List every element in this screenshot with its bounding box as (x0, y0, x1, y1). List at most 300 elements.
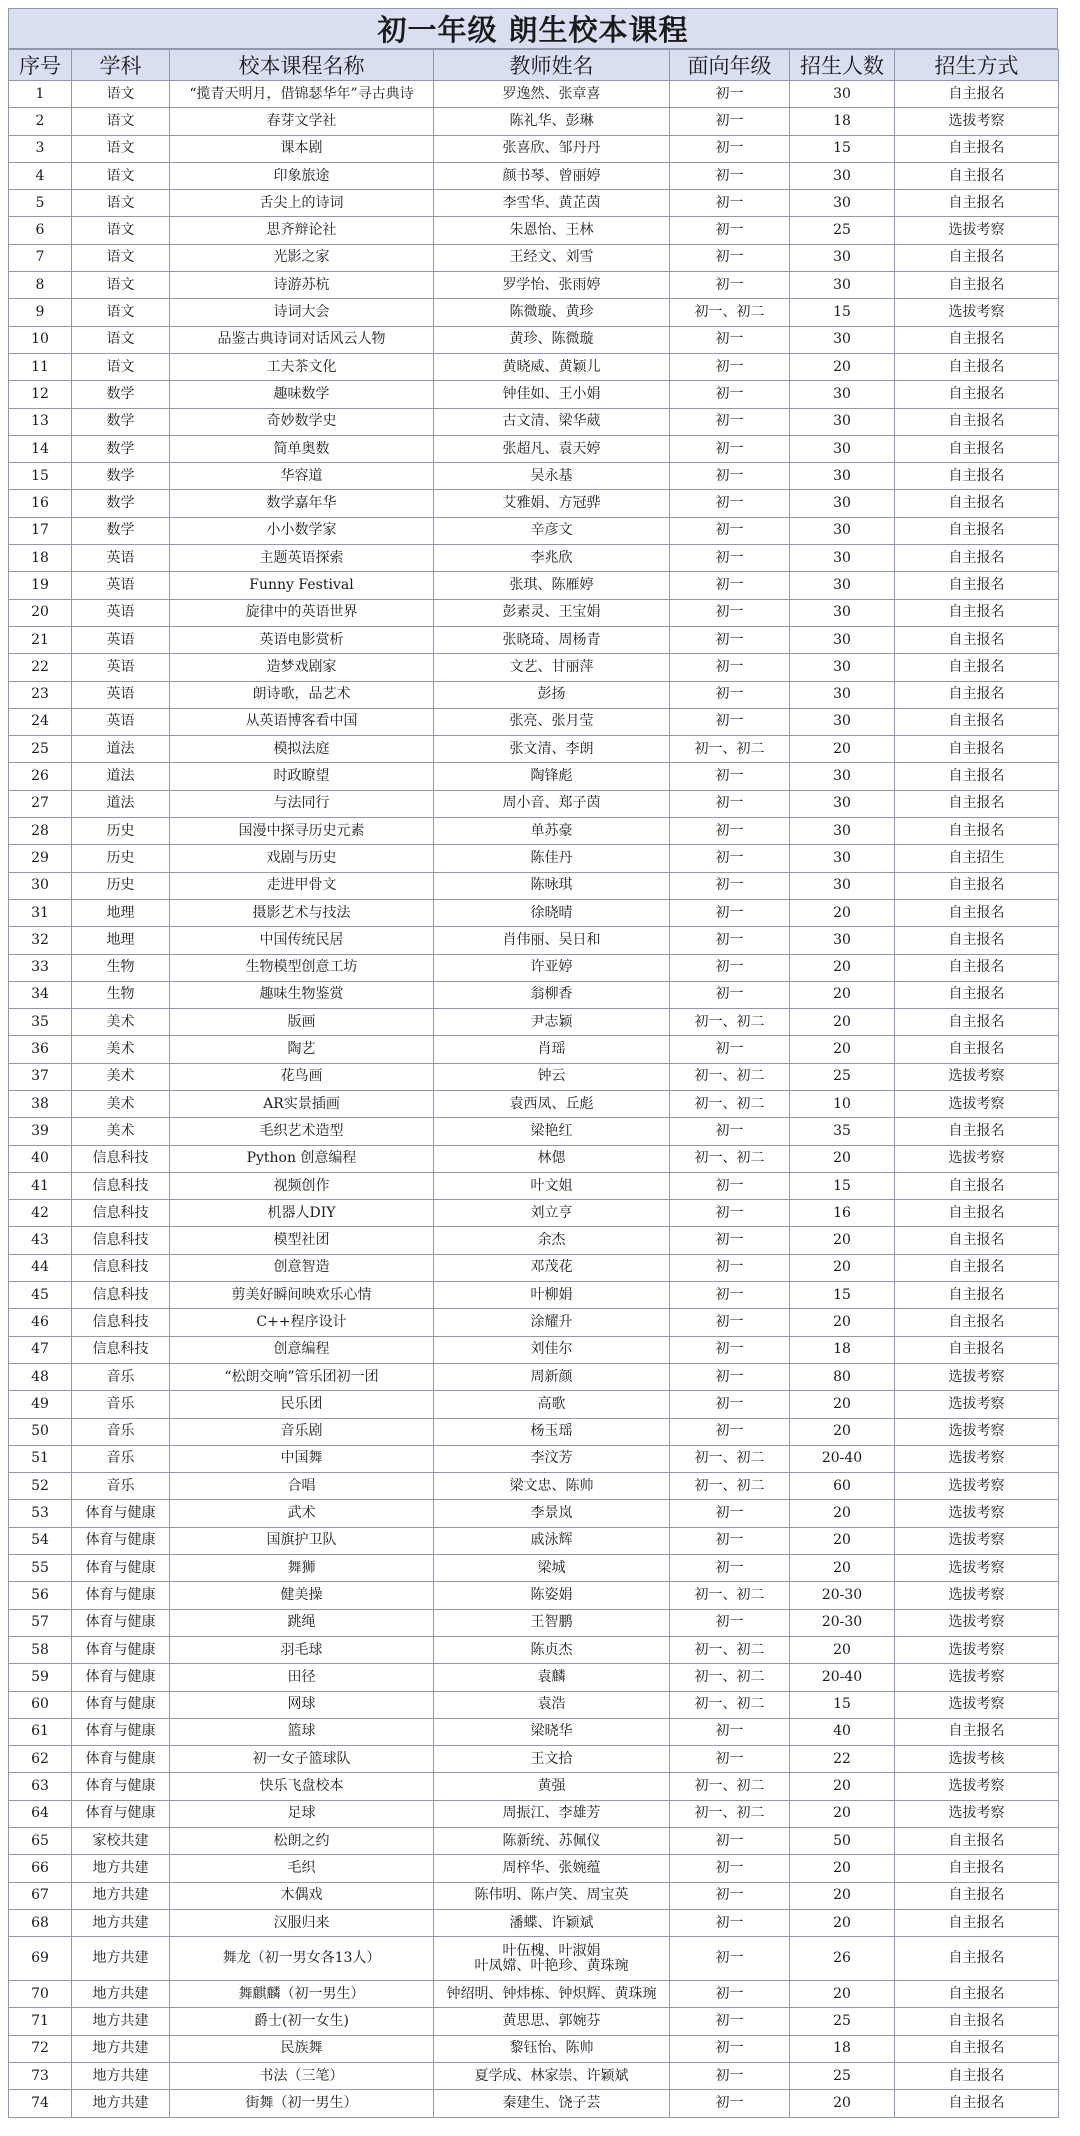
table-row (9, 435, 1059, 462)
cell-admission: 自主报名 (895, 790, 1059, 817)
cell-index: 65 (9, 1828, 72, 1855)
cell-enrollment: 30 (790, 790, 895, 817)
cell-course-name: 旋律中的英语世界 (170, 599, 434, 626)
cell-admission: 自主报名 (895, 681, 1059, 708)
cell-teacher: 刘立亨 (434, 1200, 670, 1227)
cell-enrollment: 80 (790, 1363, 895, 1390)
cell-index: 2 (9, 108, 72, 135)
cell-index: 46 (9, 1309, 72, 1336)
cell-index: 31 (9, 899, 72, 926)
cell-admission: 自主报名 (895, 490, 1059, 517)
cell-course-name: C++程序设计 (170, 1309, 434, 1336)
cell-course-name: 花鸟画 (170, 1063, 434, 1090)
cell-subject: 地方共建 (72, 1909, 170, 1936)
table-row (9, 1909, 1059, 1936)
cell-admission: 自主报名 (895, 2090, 1059, 2117)
cell-teacher: 涂耀升 (434, 1309, 670, 1336)
cell-index: 4 (9, 162, 72, 189)
cell-teacher: 秦建生、饶子芸 (434, 2090, 670, 2117)
cell-course-name: 思齐辩论社 (170, 217, 434, 244)
cell-subject: 音乐 (72, 1445, 170, 1472)
table-row (9, 299, 1059, 326)
cell-teacher: 余杰 (434, 1227, 670, 1254)
cell-grade: 初一、初二 (670, 1009, 790, 1036)
cell-subject: 英语 (72, 708, 170, 735)
cell-course-name: 与法同行 (170, 790, 434, 817)
cell-admission: 自主报名 (895, 599, 1059, 626)
cell-grade: 初一、初二 (670, 1664, 790, 1691)
cell-enrollment: 15 (790, 1172, 895, 1199)
table-row (9, 1718, 1059, 1745)
cell-subject: 体育与健康 (72, 1636, 170, 1663)
cell-index: 29 (9, 845, 72, 872)
cell-enrollment: 18 (790, 2035, 895, 2062)
cell-subject: 美术 (72, 1036, 170, 1063)
cell-enrollment: 30 (790, 599, 895, 626)
cell-grade: 初一 (670, 1118, 790, 1145)
cell-teacher: 钟佳如、王小娟 (434, 381, 670, 408)
cell-subject: 信息科技 (72, 1336, 170, 1363)
cell-admission: 自主报名 (895, 818, 1059, 845)
table-row (9, 1282, 1059, 1309)
cell-subject: 语文 (72, 162, 170, 189)
table-row (9, 1309, 1059, 1336)
cell-admission: 选拔考察 (895, 1418, 1059, 1445)
cell-grade: 初一 (670, 2035, 790, 2062)
cell-enrollment: 20-30 (790, 1609, 895, 1636)
cell-subject: 英语 (72, 654, 170, 681)
cell-enrollment: 10 (790, 1090, 895, 1117)
cell-index: 73 (9, 2063, 72, 2090)
sheet-title: 初一年级 朗生校本课程 (8, 8, 1058, 49)
cell-teacher: 陈姿娟 (434, 1582, 670, 1609)
cell-teacher: 徐晓晴 (434, 899, 670, 926)
cell-index: 61 (9, 1718, 72, 1745)
cell-enrollment: 15 (790, 1282, 895, 1309)
cell-course-name: Python 创意编程 (170, 1145, 434, 1172)
cell-subject: 体育与健康 (72, 1718, 170, 1745)
cell-subject: 体育与健康 (72, 1527, 170, 1554)
cell-enrollment: 30 (790, 763, 895, 790)
cell-enrollment: 20 (790, 981, 895, 1008)
table-row (9, 790, 1059, 817)
cell-grade: 初一、初二 (670, 1582, 790, 1609)
cell-teacher: 许亚婷 (434, 954, 670, 981)
cell-index: 9 (9, 299, 72, 326)
table-row (9, 1036, 1059, 1063)
cell-grade: 初一 (670, 1336, 790, 1363)
cell-index: 30 (9, 872, 72, 899)
cell-teacher: 潘蝶、许颖斌 (434, 1909, 670, 1936)
cell-course-name: 音乐剧 (170, 1418, 434, 1445)
cell-subject: 地方共建 (72, 1882, 170, 1909)
cell-subject: 语文 (72, 217, 170, 244)
cell-course-name: 品鉴古典诗词对话风云人物 (170, 326, 434, 353)
cell-enrollment: 30 (790, 845, 895, 872)
cell-subject: 美术 (72, 1009, 170, 1036)
cell-index: 47 (9, 1336, 72, 1363)
cell-index: 64 (9, 1800, 72, 1827)
cell-enrollment: 20 (790, 899, 895, 926)
cell-enrollment: 30 (790, 572, 895, 599)
cell-index: 32 (9, 927, 72, 954)
cell-admission: 自主报名 (895, 408, 1059, 435)
cell-teacher: 肖瑶 (434, 1036, 670, 1063)
cell-index: 26 (9, 763, 72, 790)
cell-subject: 语文 (72, 299, 170, 326)
cell-subject: 地方共建 (72, 1981, 170, 2008)
cell-course-name: 戏剧与历史 (170, 845, 434, 872)
cell-teacher: 陈礼华、彭琳 (434, 108, 670, 135)
cell-admission: 选拔考察 (895, 1145, 1059, 1172)
cell-grade: 初一 (670, 244, 790, 271)
cell-admission: 自主报名 (895, 162, 1059, 189)
cell-course-name: Funny Festival (170, 572, 434, 599)
cell-course-name: 春芽文学社 (170, 108, 434, 135)
cell-index: 38 (9, 1090, 72, 1117)
cell-teacher: 黄强 (434, 1773, 670, 1800)
cell-teacher: 张晓琦、周杨青 (434, 626, 670, 653)
cell-teacher: 黄珍、陈微璇 (434, 326, 670, 353)
cell-grade: 初一、初二 (670, 1691, 790, 1718)
cell-course-name: 数学嘉年华 (170, 490, 434, 517)
cell-grade: 初一 (670, 2090, 790, 2117)
cell-index: 14 (9, 435, 72, 462)
cell-grade: 初一 (670, 1200, 790, 1227)
cell-course-name: 版画 (170, 1009, 434, 1036)
cell-teacher: 尹志颖 (434, 1009, 670, 1036)
table-row (9, 463, 1059, 490)
cell-subject: 历史 (72, 872, 170, 899)
cell-subject: 语文 (72, 81, 170, 108)
cell-admission: 自主报名 (895, 545, 1059, 572)
table-row (9, 1800, 1059, 1827)
cell-course-name: 健美操 (170, 1582, 434, 1609)
cell-course-name: 田径 (170, 1664, 434, 1691)
cell-grade: 初一 (670, 381, 790, 408)
cell-index: 67 (9, 1882, 72, 1909)
cell-subject: 体育与健康 (72, 1582, 170, 1609)
cell-admission: 自主报名 (895, 1855, 1059, 1882)
cell-enrollment: 18 (790, 1336, 895, 1363)
cell-enrollment: 20 (790, 1773, 895, 1800)
cell-course-name: 创意编程 (170, 1336, 434, 1363)
cell-grade: 初一、初二 (670, 1063, 790, 1090)
cell-enrollment: 30 (790, 517, 895, 544)
cell-teacher: 朱恩怡、王林 (434, 217, 670, 244)
table-row (9, 1172, 1059, 1199)
cell-enrollment: 30 (790, 626, 895, 653)
table-row (9, 1746, 1059, 1773)
cell-enrollment: 22 (790, 1746, 895, 1773)
cell-teacher: 罗逸然、张章喜 (434, 81, 670, 108)
cell-index: 25 (9, 736, 72, 763)
cell-teacher: 彭素灵、王宝娟 (434, 599, 670, 626)
header-row (9, 50, 1059, 81)
cell-enrollment: 20 (790, 736, 895, 763)
header-admission: 招生方式 (895, 50, 1059, 81)
cell-enrollment: 50 (790, 1828, 895, 1855)
cell-course-name: 木偶戏 (170, 1882, 434, 1909)
cell-grade: 初一、初二 (670, 1773, 790, 1800)
cell-admission: 自主报名 (895, 1909, 1059, 1936)
cell-grade: 初一 (670, 135, 790, 162)
cell-course-name: 民族舞 (170, 2035, 434, 2062)
cell-enrollment: 18 (790, 108, 895, 135)
cell-grade: 初一、初二 (670, 1445, 790, 1472)
cell-admission: 自主报名 (895, 2008, 1059, 2035)
cell-enrollment: 20 (790, 1800, 895, 1827)
cell-enrollment: 30 (790, 708, 895, 735)
cell-teacher: 周新颜 (434, 1363, 670, 1390)
cell-admission: 选拔考察 (895, 1090, 1059, 1117)
cell-subject: 数学 (72, 408, 170, 435)
table-row (9, 517, 1059, 544)
cell-subject: 语文 (72, 108, 170, 135)
table-row (9, 81, 1059, 108)
cell-course-name: 创意智造 (170, 1254, 434, 1281)
cell-teacher: 张超凡、袁天婷 (434, 435, 670, 462)
cell-course-name: 初一女子篮球队 (170, 1746, 434, 1773)
cell-index: 1 (9, 81, 72, 108)
header-enrollment: 招生人数 (790, 50, 895, 81)
cell-enrollment: 20 (790, 1254, 895, 1281)
cell-admission: 自主报名 (895, 326, 1059, 353)
cell-index: 41 (9, 1172, 72, 1199)
cell-teacher: 林偲 (434, 1145, 670, 1172)
cell-teacher: 黎钰怡、陈帅 (434, 2035, 670, 2062)
cell-grade: 初一 (670, 981, 790, 1008)
cell-admission: 选拔考察 (895, 217, 1059, 244)
cell-teacher: 邓茂花 (434, 1254, 670, 1281)
cell-enrollment: 20 (790, 353, 895, 380)
cell-teacher: 夏学成、林家崇、许颖斌 (434, 2063, 670, 2090)
cell-course-name: 毛织艺术造型 (170, 1118, 434, 1145)
cell-teacher: 梁艳红 (434, 1118, 670, 1145)
cell-subject: 地理 (72, 927, 170, 954)
cell-index: 21 (9, 626, 72, 653)
table-row (9, 545, 1059, 572)
table-row (9, 1636, 1059, 1663)
cell-admission: 自主报名 (895, 1937, 1059, 1981)
header-grade: 面向年级 (670, 50, 790, 81)
cell-index: 7 (9, 244, 72, 271)
cell-enrollment: 20 (790, 1555, 895, 1582)
cell-teacher: 张喜欣、邹丹丹 (434, 135, 670, 162)
cell-enrollment: 25 (790, 2063, 895, 2090)
cell-enrollment: 20 (790, 1500, 895, 1527)
cell-teacher: 辛彦文 (434, 517, 670, 544)
cell-teacher: 钟绍明、钟炜栋、钟炽辉、黄珠琬 (434, 1981, 670, 2008)
cell-subject: 地方共建 (72, 2090, 170, 2117)
cell-admission: 选拔考察 (895, 1363, 1059, 1390)
table-row (9, 190, 1059, 217)
cell-index: 37 (9, 1063, 72, 1090)
cell-subject: 语文 (72, 244, 170, 271)
cell-teacher: 陈咏琪 (434, 872, 670, 899)
table-row (9, 1981, 1059, 2008)
cell-admission: 自主报名 (895, 463, 1059, 490)
cell-subject: 音乐 (72, 1473, 170, 1500)
cell-admission: 自主报名 (895, 1118, 1059, 1145)
table-row (9, 1391, 1059, 1418)
cell-index: 35 (9, 1009, 72, 1036)
cell-enrollment: 20 (790, 2090, 895, 2117)
cell-course-name: 趣味数学 (170, 381, 434, 408)
cell-teacher: 梁城 (434, 1555, 670, 1582)
cell-admission: 自主报名 (895, 1282, 1059, 1309)
header-course-name: 校本课程名称 (170, 50, 434, 81)
cell-enrollment: 20 (790, 1855, 895, 1882)
cell-admission: 自主报名 (895, 1254, 1059, 1281)
cell-admission: 自主报名 (895, 381, 1059, 408)
cell-course-name: 英语电影赏析 (170, 626, 434, 653)
table-row (9, 818, 1059, 845)
cell-index: 55 (9, 1555, 72, 1582)
cell-subject: 英语 (72, 681, 170, 708)
cell-grade: 初一 (670, 790, 790, 817)
cell-enrollment: 26 (790, 1937, 895, 1981)
cell-course-name: 工夫茶文化 (170, 353, 434, 380)
table-row (9, 1063, 1059, 1090)
cell-enrollment: 30 (790, 435, 895, 462)
cell-admission: 选拔考察 (895, 1773, 1059, 1800)
cell-grade: 初一 (670, 1909, 790, 1936)
cell-subject: 英语 (72, 599, 170, 626)
table-row (9, 1527, 1059, 1554)
cell-subject: 信息科技 (72, 1282, 170, 1309)
cell-teacher: 周梓华、张婉蕴 (434, 1855, 670, 1882)
cell-grade: 初一 (670, 1855, 790, 1882)
cell-admission: 选拔考察 (895, 1445, 1059, 1472)
cell-subject: 美术 (72, 1063, 170, 1090)
table-row (9, 1254, 1059, 1281)
cell-subject: 体育与健康 (72, 1500, 170, 1527)
cell-enrollment: 20 (790, 1882, 895, 1909)
cell-admission: 自主报名 (895, 981, 1059, 1008)
cell-grade: 初一 (670, 2063, 790, 2090)
cell-course-name: 华容道 (170, 463, 434, 490)
cell-index: 17 (9, 517, 72, 544)
table-row (9, 1336, 1059, 1363)
cell-grade: 初一、初二 (670, 1473, 790, 1500)
cell-enrollment: 30 (790, 818, 895, 845)
table-row (9, 1582, 1059, 1609)
cell-enrollment: 30 (790, 81, 895, 108)
cell-index: 40 (9, 1145, 72, 1172)
cell-subject: 地理 (72, 899, 170, 926)
cell-admission: 选拔考察 (895, 1691, 1059, 1718)
cell-subject: 地方共建 (72, 2063, 170, 2090)
cell-subject: 地方共建 (72, 1855, 170, 1882)
cell-admission: 自主报名 (895, 1718, 1059, 1745)
cell-index: 36 (9, 1036, 72, 1063)
table-row (9, 162, 1059, 189)
cell-grade: 初一 (670, 1363, 790, 1390)
cell-grade: 初一 (670, 1609, 790, 1636)
cell-grade: 初一 (670, 81, 790, 108)
cell-teacher: 李雪华、黄芷茵 (434, 190, 670, 217)
cell-grade: 初一 (670, 326, 790, 353)
cell-enrollment: 20 (790, 1309, 895, 1336)
cell-subject: 历史 (72, 845, 170, 872)
cell-enrollment: 60 (790, 1473, 895, 1500)
cell-admission: 选拔考察 (895, 1527, 1059, 1554)
course-table (8, 49, 1059, 2118)
cell-admission: 选拔考察 (895, 1473, 1059, 1500)
cell-grade: 初一 (670, 681, 790, 708)
cell-teacher: 袁麟 (434, 1664, 670, 1691)
cell-enrollment: 25 (790, 217, 895, 244)
cell-enrollment: 20 (790, 1418, 895, 1445)
cell-index: 53 (9, 1500, 72, 1527)
cell-index: 45 (9, 1282, 72, 1309)
cell-course-name: 网球 (170, 1691, 434, 1718)
cell-index: 39 (9, 1118, 72, 1145)
header-index: 序号 (9, 50, 72, 81)
cell-teacher: 王智鹏 (434, 1609, 670, 1636)
cell-grade: 初一 (670, 190, 790, 217)
cell-course-name: 诗游苏杭 (170, 272, 434, 299)
cell-admission: 自主报名 (895, 353, 1059, 380)
cell-grade: 初一 (670, 272, 790, 299)
cell-subject: 英语 (72, 572, 170, 599)
table-row (9, 2008, 1059, 2035)
cell-admission: 自主报名 (895, 435, 1059, 462)
cell-index: 5 (9, 190, 72, 217)
table-row (9, 981, 1059, 1008)
table-row (9, 353, 1059, 380)
cell-enrollment: 30 (790, 872, 895, 899)
cell-enrollment: 20-40 (790, 1445, 895, 1472)
table-row (9, 954, 1059, 981)
cell-subject: 信息科技 (72, 1227, 170, 1254)
cell-grade: 初一 (670, 572, 790, 599)
cell-grade: 初一 (670, 2008, 790, 2035)
header-subject: 学科 (72, 50, 170, 81)
cell-index: 19 (9, 572, 72, 599)
cell-teacher: 张琪、陈雁婷 (434, 572, 670, 599)
cell-index: 11 (9, 353, 72, 380)
cell-admission: 选拔考察 (895, 1636, 1059, 1663)
cell-grade: 初一 (670, 435, 790, 462)
table-row (9, 1691, 1059, 1718)
cell-course-name: 街舞（初一男生） (170, 2090, 434, 2117)
cell-index: 3 (9, 135, 72, 162)
table-row (9, 217, 1059, 244)
cell-course-name: 国旗护卫队 (170, 1527, 434, 1554)
cell-teacher: 梁晓华 (434, 1718, 670, 1745)
cell-admission: 自主报名 (895, 1200, 1059, 1227)
cell-admission: 选拔考察 (895, 1664, 1059, 1691)
table-row (9, 1090, 1059, 1117)
cell-teacher: 陈微璇、黄珍 (434, 299, 670, 326)
table-row (9, 2035, 1059, 2062)
cell-admission: 自主报名 (895, 1336, 1059, 1363)
cell-enrollment: 30 (790, 272, 895, 299)
cell-index: 12 (9, 381, 72, 408)
cell-subject: 道法 (72, 790, 170, 817)
cell-admission: 选拔考察 (895, 1555, 1059, 1582)
cell-admission: 自主报名 (895, 244, 1059, 271)
cell-admission: 自主报名 (895, 1009, 1059, 1036)
cell-index: 43 (9, 1227, 72, 1254)
cell-index: 24 (9, 708, 72, 735)
cell-subject: 体育与健康 (72, 1746, 170, 1773)
cell-enrollment: 30 (790, 162, 895, 189)
cell-course-name: AR实景插画 (170, 1090, 434, 1117)
cell-index: 56 (9, 1582, 72, 1609)
